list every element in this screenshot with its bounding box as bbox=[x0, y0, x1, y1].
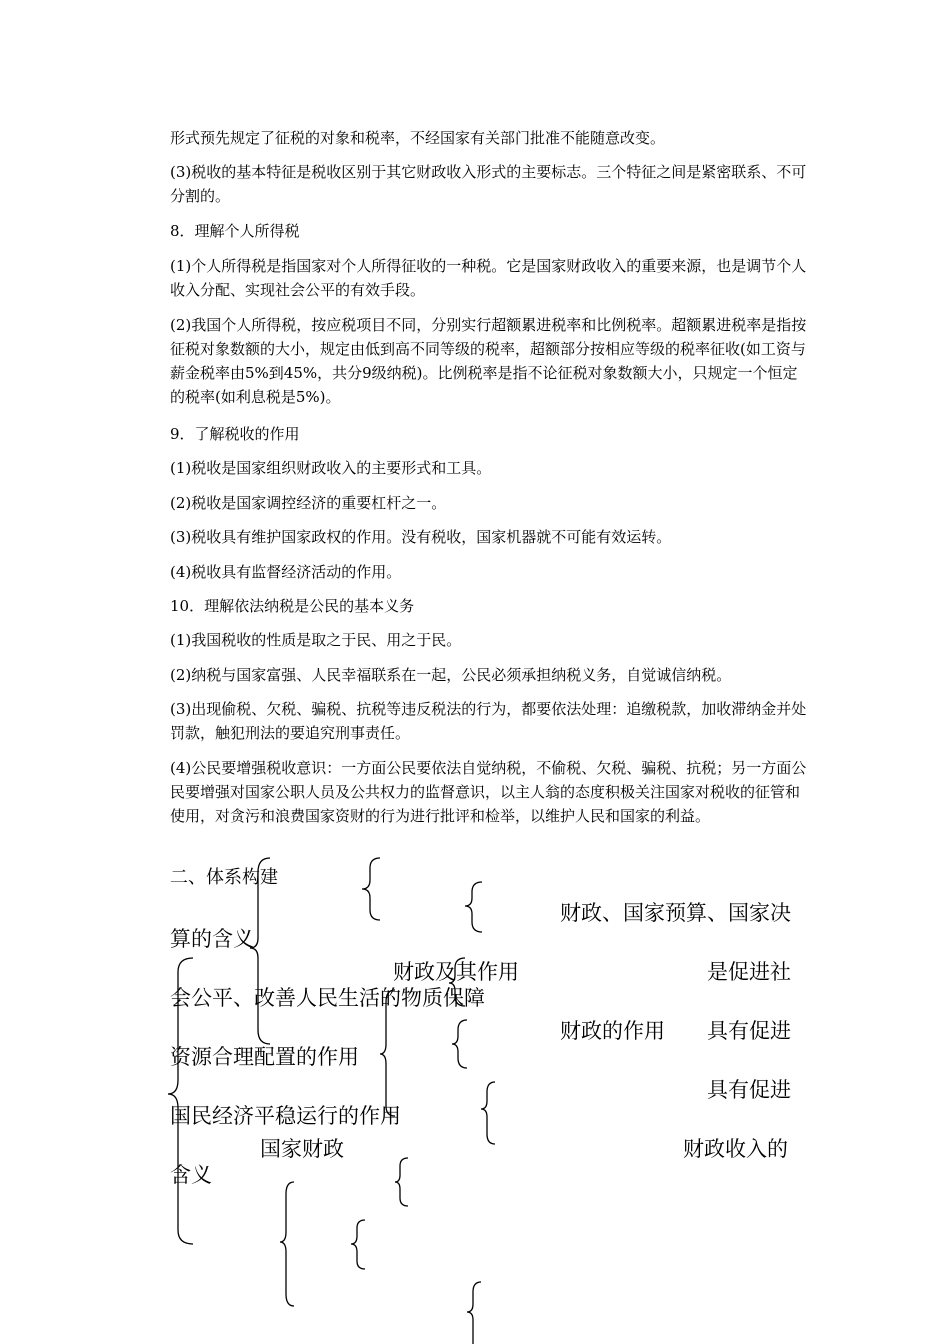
diagram-fragment: 是促进社 bbox=[707, 960, 791, 984]
section-heading-10: 10．理解依法纳税是公民的基本义务 bbox=[170, 597, 415, 615]
diagram-heading: 二、体系构建 bbox=[170, 867, 278, 888]
diagram-fragment: 资源合理配置的作用 bbox=[170, 1045, 359, 1069]
paragraph-tax-legal-form: 形式预先规定了征税的对象和税率，不经国家有关部门批准不能随意改变。 bbox=[170, 129, 666, 147]
paragraph-income-tax-definition: (1)个人所得税是指国家对个人所得征收的一种税。它是国家财政收入的重要来源，也是调节个人收入分配、实现社会公平的有效手段。 bbox=[170, 257, 807, 299]
paragraph-tax-role-1: (1)税收是国家组织财政收入的主要形式和工具。 bbox=[170, 459, 492, 477]
diagram-fragment: 算的含义 bbox=[170, 927, 254, 951]
paragraph-tax-role-4: (4)税收具有监督经济活动的作用。 bbox=[170, 563, 402, 581]
brace-2 bbox=[250, 858, 270, 1044]
brace-9 bbox=[395, 1158, 408, 1206]
diagram-fragment: 财政收入的 bbox=[683, 1137, 788, 1161]
brace-11 bbox=[351, 1220, 365, 1269]
paragraph-tax-role-3: (3)税收具有维护国家政权的作用。没有税收，国家机器就不可能有效运转。 bbox=[170, 528, 672, 546]
brace-7 bbox=[452, 1020, 467, 1068]
section-heading-8: 8．理解个人所得税 bbox=[170, 222, 300, 240]
paragraph-tax-violations: (3)出现偷税、欠税、骗税、抗税等违反税法的行为，都要依法处理：追缴税款，加收滞纳金并处罚款，触犯刑法的要追究刑事责任。 bbox=[170, 700, 807, 742]
brace-1 bbox=[362, 858, 380, 920]
paragraph-tax-obligation: (2)纳税与国家富强、人民幸福联系在一起，公民必须承担纳税义务，自觉诚信纳税。 bbox=[170, 666, 732, 684]
diagram-fragment: 国民经济平稳运行的作用 bbox=[170, 1104, 401, 1128]
brace-5 bbox=[449, 958, 465, 1006]
brace-10 bbox=[280, 1182, 294, 1306]
paragraph-tax-role-2: (2)税收是国家调控经济的重要杠杆之一。 bbox=[170, 494, 447, 512]
diagram-fragment: 含义 bbox=[170, 1163, 212, 1187]
brace-3 bbox=[465, 882, 482, 932]
section-heading-9: 9．了解税收的作用 bbox=[170, 425, 300, 443]
brace-8 bbox=[481, 1082, 495, 1144]
diagram-fragment: 会公平、改善人民生活的物质保障 bbox=[170, 986, 485, 1010]
paragraph-tax-awareness: (4)公民要增强税收意识：一方面公民要依法自觉纳税，不偷税、欠税、骗税、抗税；另一方面公民要增强对国家公职人员及公共权力的监督意识，以主人翁的态度积极关注国家对税收的征管和使用，对贪污和浪费国家资财的行为进行批评和检举，以维护人民和国家的利益。 bbox=[170, 759, 807, 825]
diagram-fragment: 财政、国家预算、国家决 bbox=[560, 901, 791, 925]
paragraph-income-tax-rates: (2)我国个人所得税，按应税项目不同，分别实行超额累进税率和比例税率。超额累进税率是指按征税对象数额的大小，规定由低到高不同等级的税率，超额部分按相应等级的税率征收(如工资与薪金税率由5%到45%，共分9级纳税)。比例税率是指不论征税对象数额大小，只规定一个恒定的税率(如利息税是5%)。 bbox=[170, 316, 807, 406]
diagram-fragment: 国家财政 bbox=[260, 1137, 344, 1161]
diagram-fragment: 财政及其作用 bbox=[393, 960, 519, 984]
brace-4 bbox=[168, 958, 193, 1244]
diagram-fragment: 财政的作用 bbox=[560, 1019, 665, 1043]
diagram-fragment: 具有促进 bbox=[707, 1019, 791, 1043]
paragraph-tax-features: (3)税收的基本特征是税收区别于其它财政收入形式的主要标志。三个特征之间是紧密联系、不可分割的。 bbox=[170, 163, 807, 205]
diagram-fragment: 具有促进 bbox=[707, 1078, 791, 1102]
brace-12 bbox=[467, 1282, 481, 1344]
paragraph-tax-nature: (1)我国税收的性质是取之于民、用之于民。 bbox=[170, 631, 462, 649]
brace-6 bbox=[380, 990, 395, 1116]
